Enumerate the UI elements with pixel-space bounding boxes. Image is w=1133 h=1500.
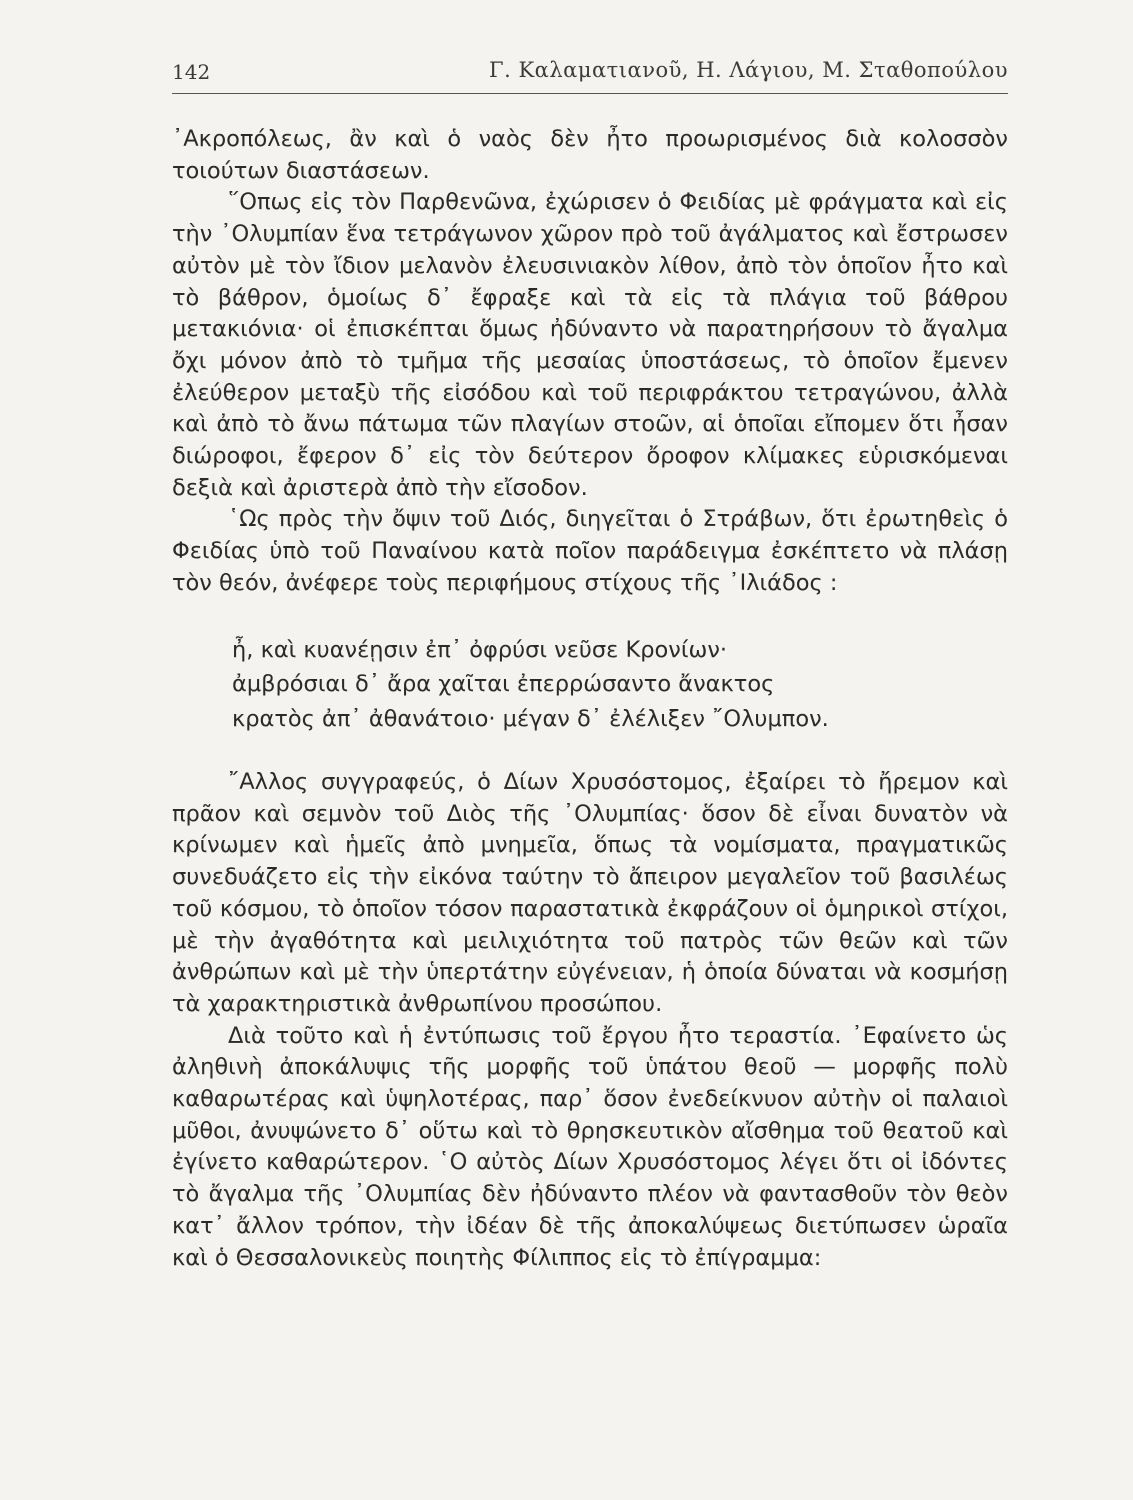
running-head: Γ. Καλαματιανοῦ, Η. Λάγιου, Μ. Σταθοπούλου [489, 58, 1008, 82]
paragraph-strabo: ῾Ως πρὸς τὴν ὄψιν τοῦ Διός, διηγεῖται ὁ Στράβων, ὅτι ἐρωτηθεὶς ὁ Φειδίας ὑπὸ τοῦ Παναίνου κατὰ ποῖον παράδειγμα ἐσκέπτετο νὰ πλάσῃ τὸν θεόν, ἀνέφερε τοὺς περιφήμους στίχους τῆς ᾿Ιλιάδος : [172, 506, 1008, 596]
paragraph-continued: ᾿Ακροπόλεως, ἂν καὶ ὁ ναὸς δὲν ἦτο προωρισμένος διὰ κολοσσὸν τοιούτων διαστάσεων. [172, 126, 1008, 184]
body-text [172, 124, 1008, 1274]
verse-line: ἦ, καὶ κυανέῃσιν ἐπ᾿ ὀφρύσι νεῦσε Κρονίων· [232, 636, 728, 663]
page-header [172, 48, 1008, 92]
paragraph-dio: ῎Αλλος συγγραφεύς, ὁ Δίων Χρυσόστομος, ἐξαίρει τὸ ἤρεμον καὶ πρᾶον καὶ σεμνὸν τοῦ Διὸς τῆς ᾿Ολυμπίας· ὅσον δὲ εἶναι δυνατὸν νὰ κρίνωμεν καὶ ἡμεῖς ἀπὸ μνημεῖα, ὅπως τὰ νομίσματα, πραγματικῶς συνεδυάζετο εἰς τὴν εἰκόνα ταύτην τὸ ἄπειρον μεγαλεῖον τοῦ βασιλέως τοῦ κόσμου, τὸ ὁποῖον τόσον παραστατικὰ ἐκφράζουν οἱ ὁμηρικοὶ στίχοι, μὲ τὴν ἀγαθότητα καὶ μειλιχιότητα τοῦ πατρὸς τῶν θεῶν καὶ τῶν ἀνθρώπων καὶ μὲ τὴν ὑπερτάτην εὐγένειαν, ἡ ὁποία δύναται νὰ κοσμήσῃ τὰ χαρακτηριστικὰ ἀνθρωπίνου προσώπου. [172, 769, 1008, 1017]
paragraph-impression: Διὰ τοῦτο καὶ ἡ ἐντύπωσις τοῦ ἔργου ἦτο τεραστία. ᾿Εφαίνετο ὡς ἀληθινὴ ἀποκάλυψις τῆς μορφῆς τοῦ ὑπάτου θεοῦ — μορφῆς πολὺ καθαρωτέρας καὶ ὑψηλοτέρας, παρ᾿ ὅσον ἐνεδείκνυον αὐτὴν οἱ παλαιοὶ μῦθοι, ἀνυψώνετο δ᾿ οὕτω καὶ τὸ θρησκευτικὸν αἴσθημα τοῦ θεατοῦ καὶ ἐγίνετο καθαρώτερον. ῾Ο αὐτὸς Δίων Χρυσόστομος λέγει ὅτι οἱ ἰδόντες τὸ ἄγαλμα τῆς ᾿Ολυμπίας δὲν ἠδύναντο πλέον νὰ φαντασθοῦν τὸν θεὸν κατ᾿ ἄλλον τρόπον, τὴν ἰδέαν δὲ τῆς ἀποκαλύψεως διετύπωσεν ὡραῖα καὶ ὁ Θεσσαλονικεὺς ποιητὴς Φίλιππος εἰς τὸ ἐπίγραμμα: [172, 1022, 1008, 1271]
page-number: 142 [172, 60, 211, 84]
paragraph-parthenon: ῞Οπως εἰς τὸν Παρθενῶνα, ἐχώρισεν ὁ Φειδίας μὲ φράγματα καὶ εἰς τὴν ᾿Ολυμπίαν ἕνα τετράγωνον χῶρον πρὸ τοῦ ἀγάλματος καὶ ἔστρωσεν αὐτὸν μὲ τὸν ἴδιον μελανὸν ἐλευσινιακὸν λίθον, ἀπὸ τὸν ὁποῖον ἦτο καὶ τὸ βάθρον, ὁμοίως δ᾿ ἔφραξε καὶ τὰ εἰς τὰ πλάγια τοῦ βάθρου μετακιόνια· οἱ ἐπισκέπται ὅμως ἠδύναντο νὰ παρατηρήσουν τὸ ἄγαλμα ὄχι μόνον ἀπὸ τὸ τμῆμα τῆς μεσαίας ὑποστάσεως, τὸ ὁποῖον ἔμενεν ἐλεύθερον μεταξὺ τῆς εἰσόδου καὶ τοῦ περιφράκτου τετραγώνου, ἀλλὰ καὶ ἀπὸ τὸ ἄνω πάτωμα τῶν πλαγίων στοῶν, αἱ ὁποῖαι εἴπομεν ὅτι ἦσαν διώροφοι, ἔφερον δ᾿ εἰς τὸν δεύτερον ὄροφον κλίμακες εὑρισκόμεναι δεξιὰ καὶ ἀριστερὰ ἀπὸ τὴν εἴσοδον. [172, 189, 1008, 501]
verse-line: ἀμβρόσιαι δ᾿ ἄρα χαῖται ἐπερρώσαντο ἄνακτος [232, 671, 775, 698]
verse-line: κρατὸς ἀπ᾿ ἀθανάτοιο· μέγαν δ᾿ ἐλέλιξεν ῎Ολυμπον. [232, 705, 829, 732]
header-rule [172, 93, 1008, 94]
iliad-verse [232, 633, 1008, 737]
